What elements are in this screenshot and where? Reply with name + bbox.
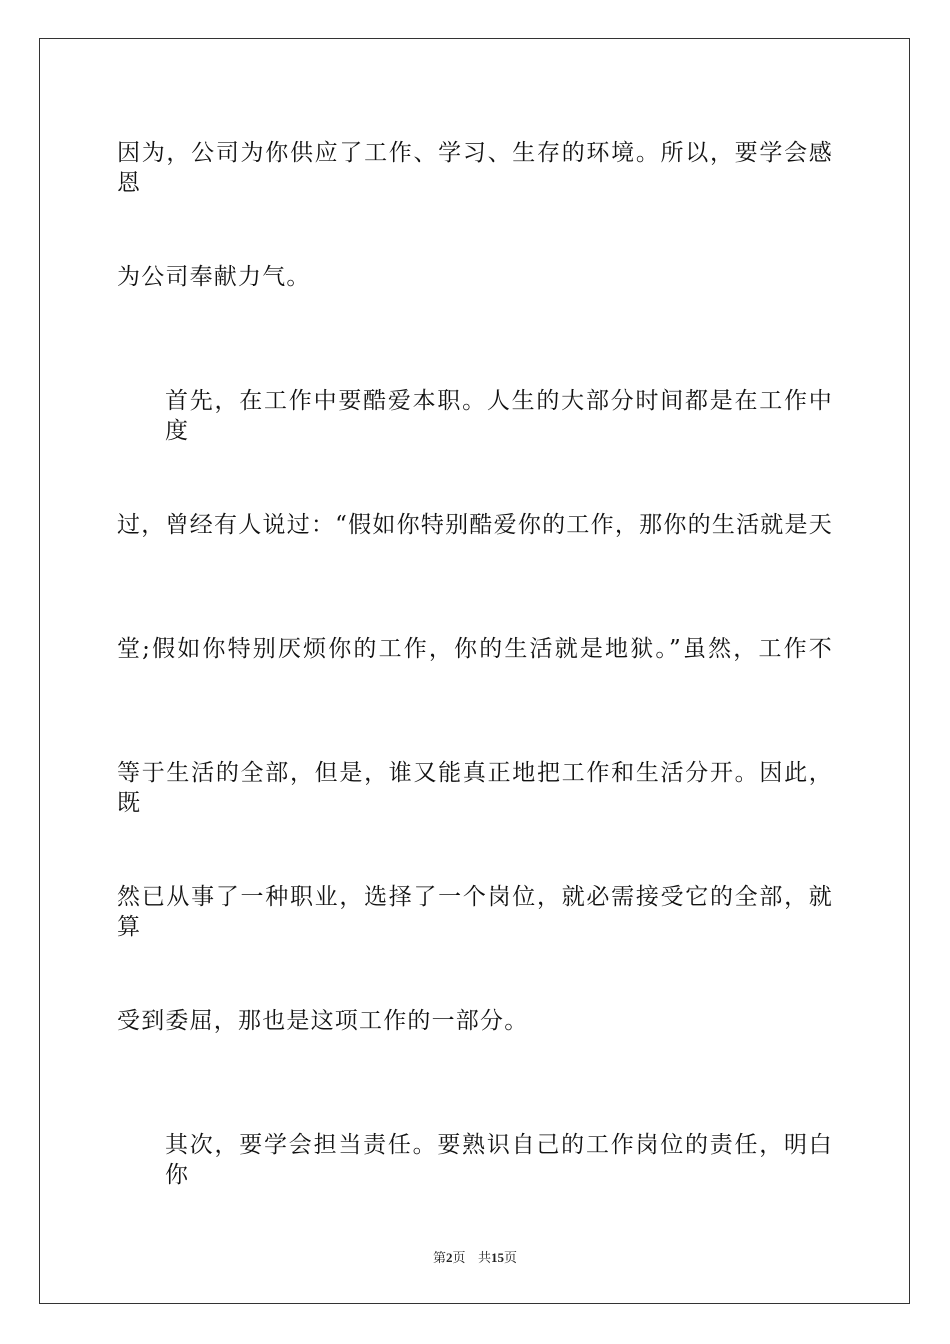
paragraph-line-1: 因为，公司为你供应了工作、学习、生存的环境。所以，要学会感恩 xyxy=(117,140,833,196)
paragraph-line-2: 为公司奉献力气。 xyxy=(117,264,311,290)
footer-page-prefix: 第 xyxy=(433,1251,447,1266)
footer-total-suffix: 页 xyxy=(503,1251,517,1266)
paragraph-line-9: 其次，要学会担当责任。要熟识自己的工作岗位的责任，明白你 xyxy=(165,1132,833,1188)
paragraph-line-3: 首先，在工作中要酷爱本职。人生的大部分时间都是在工作中度 xyxy=(165,388,833,444)
paragraph-line-6: 等于生活的全部，但是，谁又能真正地把工作和生活分开。因此，既 xyxy=(117,760,833,816)
footer-page-suffix: 页 xyxy=(452,1251,466,1266)
footer-total-prefix: 共 xyxy=(477,1251,491,1266)
footer-page-number: 2 xyxy=(446,1250,453,1265)
paragraph-line-7: 然已从事了一种职业，选择了一个岗位，就必需接受它的全部，就算 xyxy=(117,884,833,940)
page-footer xyxy=(0,1249,950,1268)
paragraph-line-8: 受到委屈，那也是这项工作的一部分。 xyxy=(117,1008,529,1034)
paragraph-line-4: 过，曾经有人说过：“假如你特别酷爱你的工作，那你的生活就是天 xyxy=(117,512,833,538)
page-border xyxy=(39,38,910,1304)
paragraph-line-5: 堂;假如你特别厌烦你的工作，你的生活就是地狱。”虽然，工作不 xyxy=(117,636,833,662)
footer-total-pages: 15 xyxy=(490,1250,504,1265)
